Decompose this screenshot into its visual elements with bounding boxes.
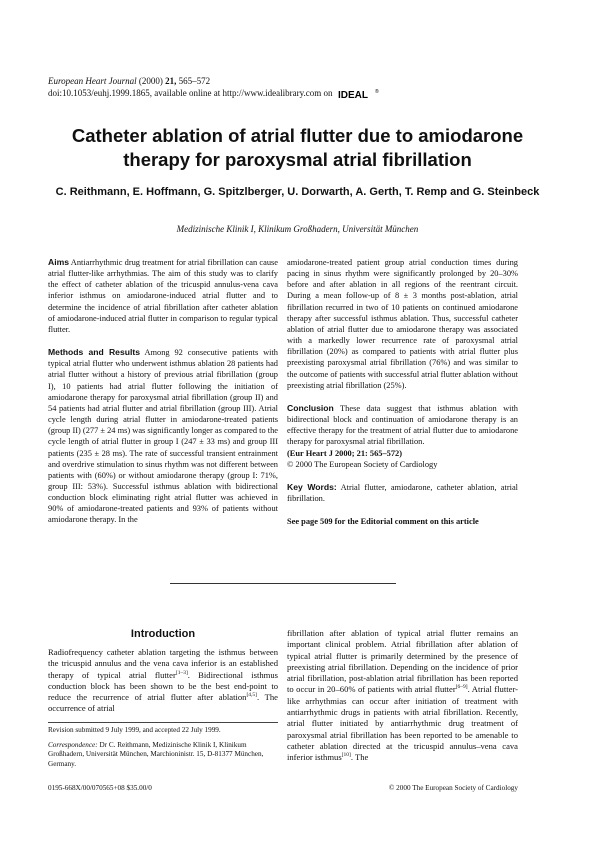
abstract-conclusion	[287, 403, 518, 448]
doi-text[interactable]: doi:10.1053/euhj.1999.1865, available online at http://www.idealibrary.com on	[48, 88, 333, 98]
intro-ref-4: [10]	[341, 752, 351, 759]
aims-text: Antiarrhythmic drug treatment for atrial fibrillation can cause atrial flutter-like arrhythmias. The aim of this study was to clarify the effect of catheter ablation of the tricuspid annulus-vena cava inferior isthmus on amiodarone-induced atrial flutter and to determine the incidence of atrial fibrillation after catheter ablation of amiodarone-induced atrial flutter in comparison to regular typical flutter.	[48, 258, 278, 334]
keywords-label: Key Words:	[287, 481, 337, 492]
intro-ref-3: [6–9]	[455, 684, 468, 691]
introduction-left-column	[48, 647, 278, 715]
journal-header	[48, 75, 548, 100]
journal-name: European Heart Journal	[48, 76, 137, 86]
keywords	[287, 482, 518, 504]
intro-ref-1: [1–3]	[175, 669, 188, 676]
intro-text-1b: . Bidirectional isthmus conduction block has been shown to be the best end-point to reduce the recurrence of atrial flutter after ablation	[48, 669, 278, 703]
introduction-heading: Introduction	[130, 628, 196, 640]
keywords-text: Atrial flutter, amiodarone, catheter ablation, atrial fibrillation.	[287, 482, 519, 503]
footer-copyright: © 2000 The European Society of Cardiology	[388, 784, 518, 792]
abstract-right-column	[287, 257, 518, 527]
intro-ref-2: [4,5]	[246, 692, 257, 699]
abstract-copyright: © 2000 The European Society of Cardiology	[287, 459, 438, 469]
aims-label: Aims	[48, 257, 70, 267]
ideal-logo-text: IDEAL	[337, 90, 368, 101]
footnote-rule	[48, 722, 278, 723]
intro-text-2b: . Atrial flutter-like arrhythmias can occur after initiation of treatment with antiarrhythmic drugs in patients with atrial fibrillation. Recently, atrial flutter initiated by antiarrhythmic drug treatment of paroxysmal atrial fibrillation has been reported to be amenable to catheter ablation directed at the tricuspid annulus–vena cava inferior isthmus	[287, 684, 518, 763]
correspondence-text: Dr C. Reithmann, Medizinische Klinik I, Klinikum Großhadern, Universität München, Marchioninistr. 15, D-81377 München, Germany.	[48, 740, 264, 768]
ideal-logo	[338, 87, 382, 100]
article-title: Catheter ablation of atrial flutter due to amiodarone therapy for paroxysmal atrial fibrillation	[71, 125, 524, 170]
journal-citation-line	[48, 75, 548, 87]
introduction-right-column	[287, 628, 518, 764]
methods-text-continued: amiodarone-treated patient group atrial conduction times during pacing in sinus rhythm were significantly prolonged by 20–30% before and after ablation in all regions of the reentrant circuit. During a mean follow-up of 8 ± 3 months post-ablation, atrial fibrillation recurred in two of 10 patients on continued amiodarone therapy after successful isthmus ablation. Thus, successful catheter ablation of atrial flutter due to amiodarone therapy was associated with a markedly lower recurrence rate of paroxysmal atrial fibrillation (20%) as compared to patients with atrial flutter plus preexisting paroxysmal atrial fibrillation (76%) and was similar to the outcome of patients with successful atrial flutter ablation without preexisting atrial fibrillation (25%).	[287, 258, 518, 390]
correspondence-note	[48, 741, 278, 770]
abstract-aims	[48, 257, 278, 335]
footer-issn: 0195-668X/00/070565+08 $35.00/0	[48, 784, 152, 792]
methods-text: Among 92 consecutive patients with typical atrial flutter who underwent isthmus ablation 28 patients had atrial flutter without a history of previous atrial fibrillation (group I), 10 patients had atrial flutter following the initiation of amiodarone therapy for paroxysmal atrial fibrillation (group II) and 54 patients had atrial flutter and atrial fibrillation (group III). Atrial cycle length during atrial flutter in amiodarone-treated patients (group II) (277 ± 24 ms) was significantly longer as compared to the cycle length of atrial flutter in group I (247 ± 33 ms) and group III patients (235 ± 28 ms). The rate of successful transient entrainment and overdrive stimulation to sinus rhythm was not different between patients with (60%) or without amiodarone therapy (group I: 71%, group III: 53%). Successful isthmus ablation with bidirectional conduction block eliminating right atrial flutter was achieved in 90% of amiodarone-treated patients and 93% of patients without amiodarone therapy. In the	[48, 348, 278, 525]
conclusion-text: These data suggest that isthmus ablation with bidirectional block and continuation of amiodarone therapy is an effective therapy for the treatment of atrial flutter due to amiodarone therapy for paroxysmal atrial fibrillation.	[287, 403, 518, 447]
intro-text-2a: fibrillation after ablation of typical atrial flutter remains an important clinical problem. Atrial fibrillation after ablation of typical atrial flutter is primarily determined by the presence of preexisting atrial fibrillation. Depending on the incidence of prior atrial fibrillation, post-ablation atrial fibrillation has been reported to occur in 20–60% of patients with atrial flutter	[287, 628, 518, 695]
editorial-note: See page 509 for the Editorial comment on this article	[287, 517, 479, 527]
methods-label: Methods and Results	[48, 347, 141, 358]
correspondence-label: Correspondence:	[48, 740, 98, 749]
abstract-left-column	[48, 257, 278, 526]
article-authors: C. Reithmann, E. Hoffmann, G. Spitzlberger, U. Dorwarth, A. Gerth, T. Remp and G. Steinbeck	[55, 186, 540, 198]
received-note: Revision submitted 9 July 1999, and accepted 22 July 1999.	[48, 726, 221, 734]
abstract-methods	[48, 347, 278, 526]
footnotes	[48, 726, 278, 769]
journal-volume: 21,	[165, 76, 177, 86]
citation: (Eur Heart J 2000; 21: 565–572)	[287, 448, 402, 458]
section-divider	[170, 583, 396, 584]
journal-year: (2000)	[138, 76, 163, 86]
journal-pages: 565–572	[178, 76, 211, 86]
doi-line	[48, 87, 548, 100]
intro-text-1c: . The occurrence of atrial	[48, 692, 278, 714]
intro-text-2c: . The	[350, 752, 369, 763]
conclusion-label: Conclusion	[287, 402, 334, 413]
intro-text-1a: Radiofrequency catheter ablation targeting the isthmus between the tricuspid annulus and the vena cava inferior is an established therapy of typical atrial flutter	[48, 647, 278, 680]
ideal-logo-mark: ®	[374, 89, 379, 96]
article-affiliation: Medizinische Klinik I, Klinikum Großhadern, Universität München	[176, 224, 419, 234]
